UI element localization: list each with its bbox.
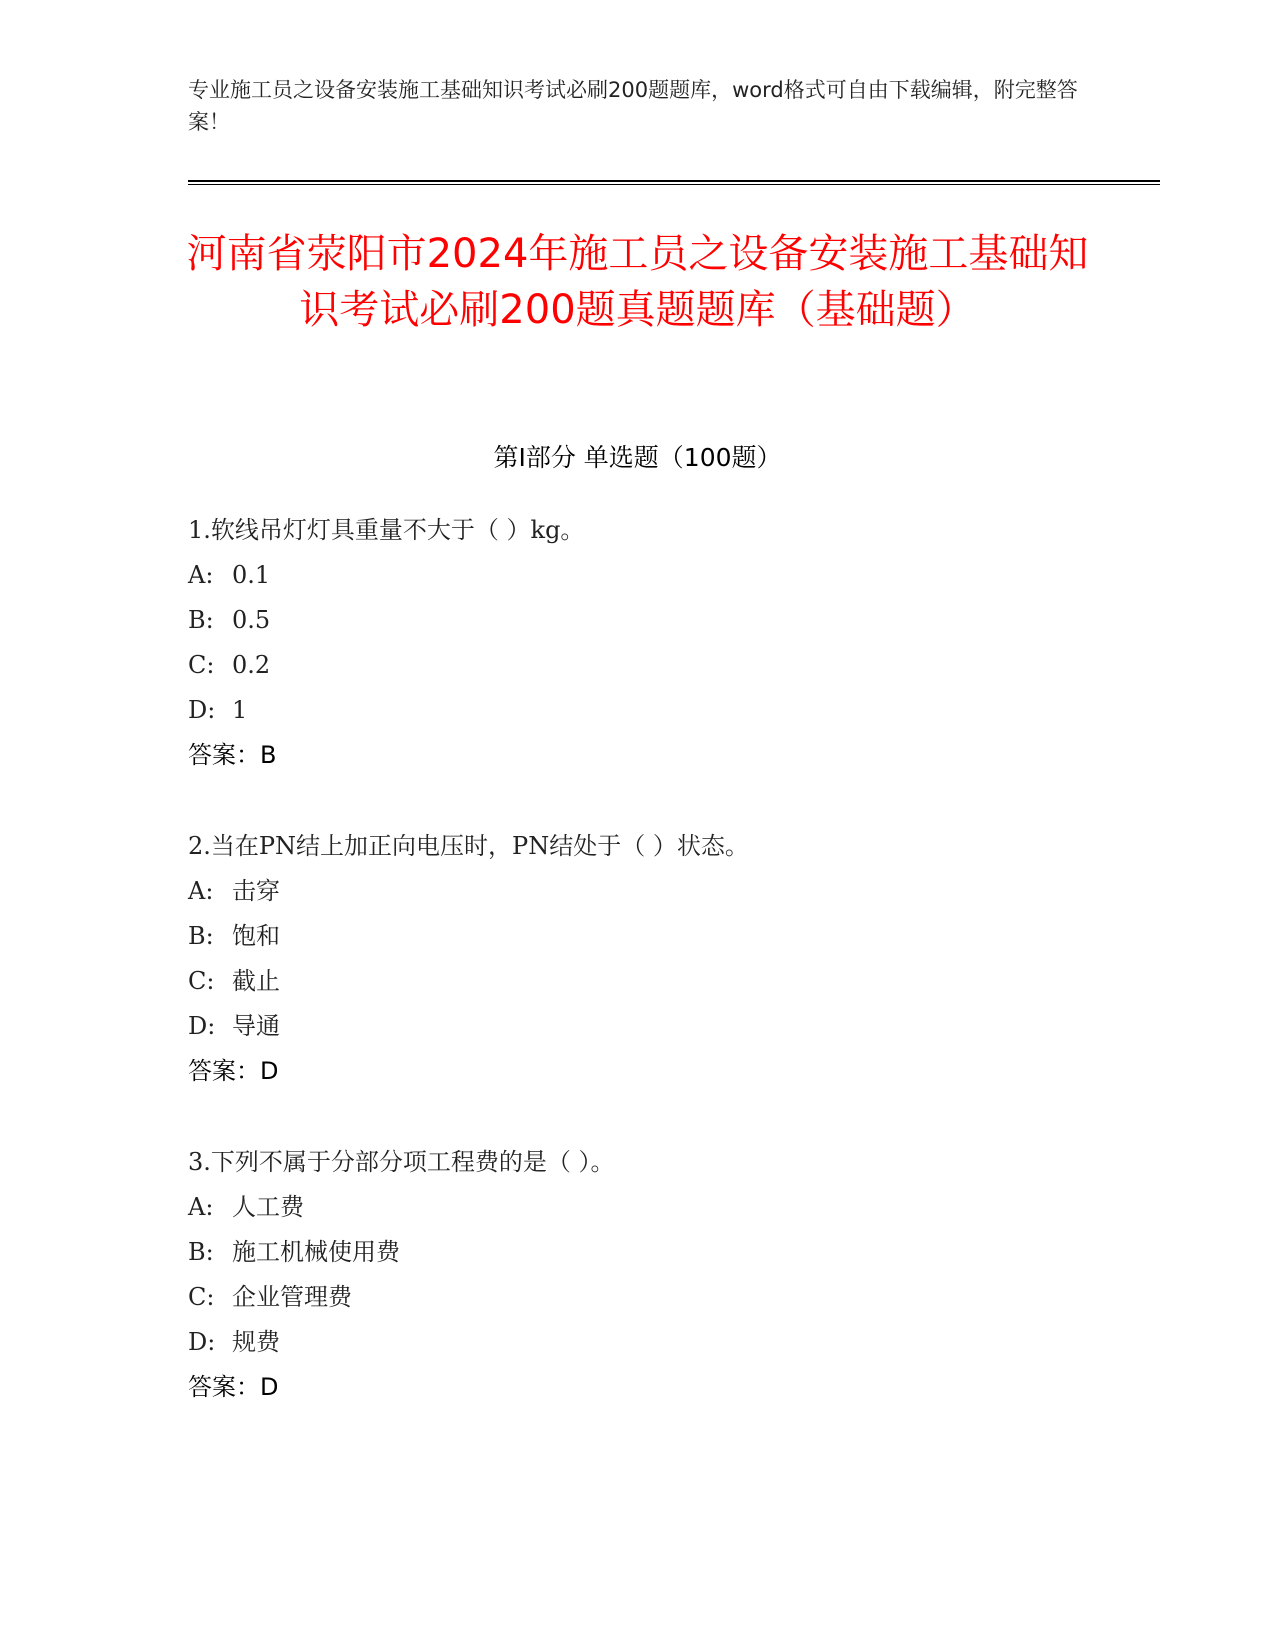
question-1 <box>188 508 1138 778</box>
option-letter: B: <box>188 922 214 950</box>
option-text: 击穿 <box>232 877 280 905</box>
header-rule-thin <box>188 184 1160 185</box>
option-text: 导通 <box>232 1012 280 1040</box>
option-letter: A: <box>188 877 214 905</box>
option-c <box>188 959 1138 1004</box>
option-text: 0.2 <box>232 651 271 679</box>
question-text: 3.下列不属于分部分项工程费的是（ ）。 <box>188 1148 615 1176</box>
option-text: 0.1 <box>232 561 271 589</box>
option-text: 人工费 <box>232 1193 304 1221</box>
answer-line: 答案：D <box>188 1057 279 1085</box>
option-letter: D: <box>188 1328 216 1356</box>
option-letter: C: <box>188 967 215 995</box>
option-c <box>188 643 1138 688</box>
option-letter: C: <box>188 1283 215 1311</box>
option-letter: D: <box>188 1012 216 1040</box>
option-text: 规费 <box>232 1328 280 1356</box>
option-d <box>188 1004 1138 1049</box>
option-d <box>188 688 1138 733</box>
option-text: 0.5 <box>232 606 271 634</box>
option-a <box>188 869 1138 914</box>
header-note: 专业施工员之设备安装施工基础知识考试必刷200题题库，word格式可自由下载编辑，附完整答案！ <box>188 78 1078 134</box>
option-letter: B: <box>188 1238 214 1266</box>
option-letter: A: <box>188 561 214 589</box>
option-b <box>188 598 1138 643</box>
option-letter: D: <box>188 696 216 724</box>
question-2 <box>188 824 1138 1094</box>
option-a <box>188 1185 1138 1230</box>
option-letter: B: <box>188 606 214 634</box>
section-title: 第I部分 单选题（100题） <box>493 443 782 472</box>
option-letter: C: <box>188 651 215 679</box>
option-text: 1 <box>232 696 248 724</box>
header-rule-thick <box>188 180 1160 182</box>
answer-line: 答案：B <box>188 741 277 769</box>
option-b <box>188 914 1138 959</box>
option-text: 企业管理费 <box>232 1283 352 1311</box>
question-text: 1.软线吊灯灯具重量不大于（ ）kg。 <box>188 516 585 544</box>
question-text: 2.当在PN结上加正向电压时，PN结处于（ ）状态。 <box>188 832 749 860</box>
question-3 <box>188 1140 1138 1410</box>
option-a <box>188 553 1138 598</box>
option-d <box>188 1320 1138 1365</box>
document-title: 河南省荥阳市2024年施工员之设备安装施工基础知识考试必刷200题真题题库（基础题） <box>186 231 1089 333</box>
option-text: 施工机械使用费 <box>232 1238 400 1266</box>
option-text: 饱和 <box>232 922 280 950</box>
option-c <box>188 1275 1138 1320</box>
option-letter: A: <box>188 1193 214 1221</box>
option-text: 截止 <box>232 967 280 995</box>
answer-line: 答案：D <box>188 1373 279 1401</box>
option-b <box>188 1230 1138 1275</box>
